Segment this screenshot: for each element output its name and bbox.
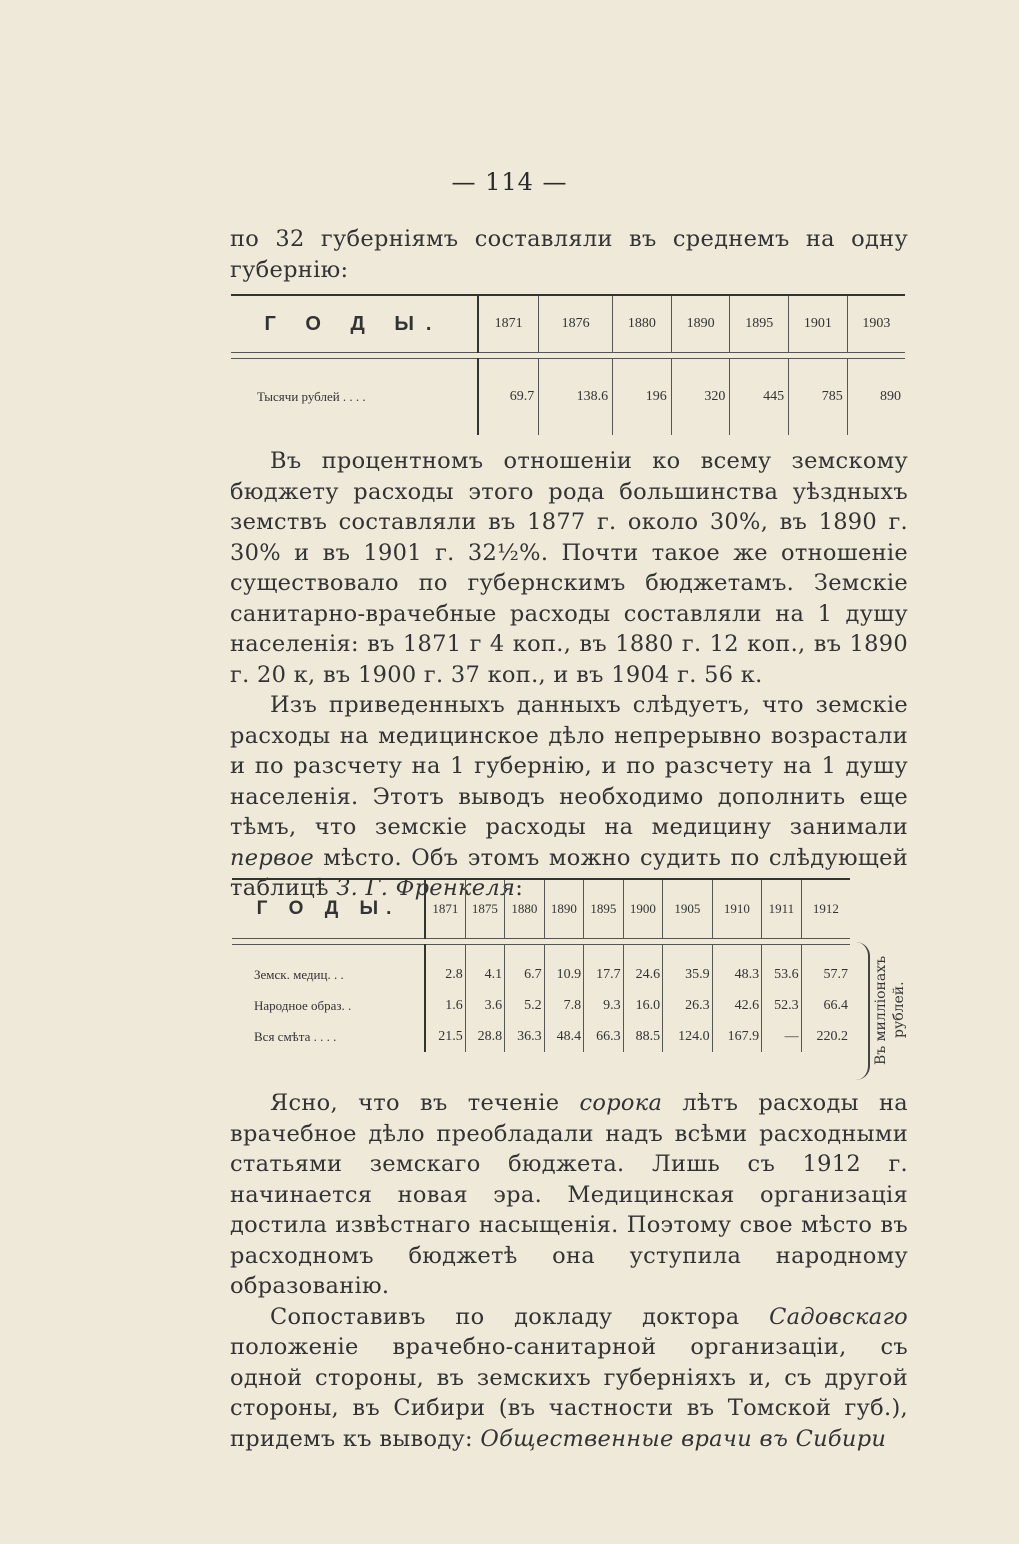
years-header: Г О Д Ы.	[232, 879, 425, 939]
closing-paragraphs	[230, 1088, 908, 1454]
year-cell: 1871	[425, 879, 465, 939]
year-cell: 1911	[762, 879, 801, 939]
value-cell: 36.3	[505, 1021, 544, 1052]
value-cell: 196	[613, 359, 672, 436]
intro-paragraph: по 32 губерніямъ составляли въ среднемъ на одну губернію:	[230, 226, 908, 283]
value-cell: 5.2	[505, 990, 544, 1021]
value-cell: 48.4	[544, 1021, 583, 1052]
year-cell: 1880	[505, 879, 544, 939]
table-row	[232, 945, 850, 991]
value-cell: 9.3	[584, 990, 623, 1021]
value-cell: 21.5	[425, 1021, 465, 1052]
year-cell: 1871	[478, 295, 539, 353]
row-label: Тысячи рублей . . . .	[231, 359, 478, 436]
year-cell: 1880	[613, 295, 672, 353]
year-cell: 1895	[584, 879, 623, 939]
value-cell: 2.8	[425, 945, 465, 991]
table-row	[231, 359, 905, 436]
value-cell: 66.4	[801, 990, 850, 1021]
value-cell: 26.3	[663, 990, 713, 1021]
row-label: Земск. медиц. . .	[232, 945, 425, 991]
value-cell: 138.6	[539, 359, 613, 436]
paragraph-text: положеніе врачебно-санитарной организаціи, съ одной стороны, въ земскихъ губерніяхъ и, съ другой стороны, въ Сибири (въ частности въ Томской губ.), придемъ къ выводу:	[230, 1334, 908, 1452]
value-cell: 3.6	[465, 990, 504, 1021]
paragraph-text: лѣтъ расходы на врачебное дѣло преобладали надъ всѣми расходными статьями земскаго бюджета. Лишь съ 1912 г. начинается новая эра. Медицинская организація достила извѣстнаго насыщенія. Поэтому свое мѣсто въ расходномъ бюджетѣ она уступила народному образованію.	[230, 1090, 909, 1299]
author-name: Садовскаго	[769, 1303, 908, 1330]
paragraph-text: Изъ приведенныхъ данныхъ слѣдуетъ, что земскіе расходы на медицинское дѣло непрерывно возрастали и по разсчету на 1 губернію, и по разсчету на 1 душу населенія. Этотъ выводъ необходимо дополнить еще тѣмъ, что земскіе расходы на медицину занимали	[230, 692, 908, 840]
paragraph-text: Ясно, что въ теченіе	[270, 1090, 560, 1116]
table-header-row	[231, 295, 905, 353]
year-cell: 1901	[789, 295, 848, 353]
year-cell: 1903	[847, 295, 905, 353]
years-header: Г О Д Ы.	[231, 295, 478, 353]
units-brace	[856, 942, 870, 1080]
zemstvo-budget-table	[232, 878, 850, 1052]
value-cell: 16.0	[623, 990, 662, 1021]
value-cell: 167.9	[712, 1021, 762, 1052]
value-cell: 7.8	[544, 990, 583, 1021]
value-cell: 52.3	[762, 990, 801, 1021]
page-number: — 114 —	[451, 168, 568, 196]
paragraph-text: :	[515, 875, 524, 901]
value-cell: 220.2	[801, 1021, 850, 1052]
paragraph-text: мѣсто. Объ этомъ можно судить по слѣдующей таблицѣ	[230, 844, 909, 901]
value-cell: 42.6	[712, 990, 762, 1021]
value-cell: 28.8	[465, 1021, 504, 1052]
expenses-per-province-table	[231, 294, 905, 435]
value-cell: 445	[730, 359, 789, 436]
value-cell: 17.7	[584, 945, 623, 991]
value-cell: 124.0	[663, 1021, 713, 1052]
value-cell: 88.5	[623, 1021, 662, 1052]
value-cell: 24.6	[623, 945, 662, 991]
paragraph-text: Сопоставивъ по докладу доктора	[270, 1303, 740, 1330]
value-cell: 6.7	[505, 945, 544, 991]
value-cell: 57.7	[801, 945, 850, 991]
italic-text: сорока	[579, 1090, 663, 1116]
value-cell: 66.3	[584, 1021, 623, 1052]
italic-text: Общественные врачи въ Сибири	[480, 1425, 887, 1452]
value-cell: 53.6	[762, 945, 801, 991]
value-cell: 320	[671, 359, 730, 436]
value-cell: 785	[789, 359, 848, 436]
main-paragraph	[230, 446, 908, 904]
value-cell: 4.1	[465, 945, 504, 991]
year-cell: 1890	[544, 879, 583, 939]
author-name: З. Г. Френкеля	[336, 875, 516, 901]
value-cell: 69.7	[478, 359, 539, 436]
year-cell: 1895	[730, 295, 789, 353]
value-cell: 1.6	[425, 990, 465, 1021]
row-label: Вся смѣта . . . .	[232, 1021, 425, 1052]
value-cell: —	[762, 1021, 801, 1052]
italic-text: первое	[230, 844, 314, 871]
paragraph-text: Въ процентномъ отношеніи ко всему земскому бюджету расходы этого рода большинства уѣздныхъ земствъ составляли въ 1877 г. около 30%, въ 1890 г. 30% и въ 1901 г. 32½%. Почти такое же отношеніе существовало по губернскимъ бюджетамъ. Земскіе санитарно-врачебные расходы составляли на 1 душу населенія: въ 1871 г 4 коп., въ 1880 г. 12 коп., въ 1890 г. 20 к, въ 1900 г. 37 коп., и въ 1904 г. 56 к.	[230, 448, 908, 688]
year-cell: 1876	[539, 295, 613, 353]
units-label: Въ милліонахъ рублей.	[873, 955, 907, 1065]
year-cell: 1910	[712, 879, 762, 939]
row-label: Народное образ. .	[232, 990, 425, 1021]
year-cell: 1912	[801, 879, 850, 939]
value-cell: 890	[847, 359, 905, 436]
year-cell: 1900	[623, 879, 662, 939]
table-row	[232, 1021, 850, 1052]
value-cell: 10.9	[544, 945, 583, 991]
year-cell: 1890	[671, 295, 730, 353]
table-header-row	[232, 879, 850, 939]
year-cell: 1905	[663, 879, 713, 939]
year-cell: 1875	[465, 879, 504, 939]
value-cell: 35.9	[663, 945, 713, 991]
value-cell: 48.3	[712, 945, 762, 991]
table-row	[232, 990, 850, 1021]
